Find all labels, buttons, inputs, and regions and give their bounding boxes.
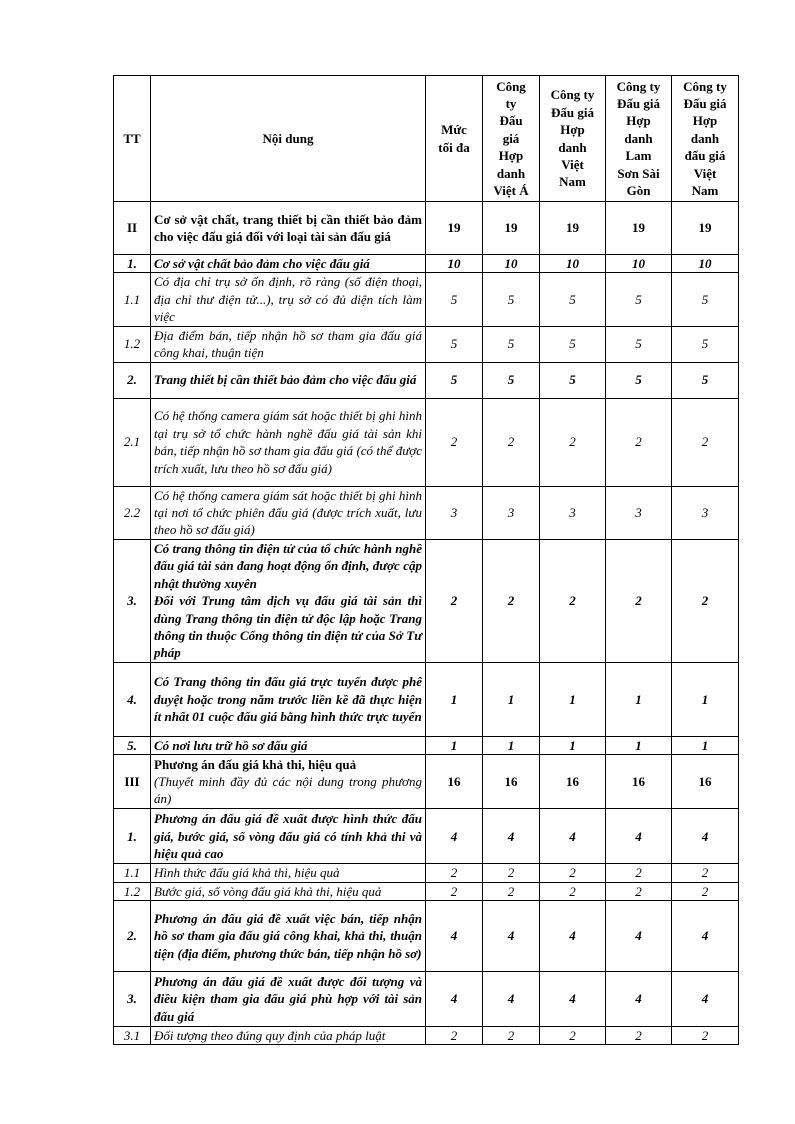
row-content	[151, 755, 426, 809]
row-score: 4	[606, 809, 672, 864]
header-company-viet-a: Công ty Đấu giá Hợp danh Việt Á	[483, 76, 540, 202]
row-max: 2	[426, 1027, 483, 1045]
row-tt: 1.	[114, 255, 151, 273]
row-score: 5	[483, 362, 540, 398]
header-company-viet-nam: Công ty Đấu giá Hợp danh Việt Nam	[540, 76, 606, 202]
table-row	[114, 539, 739, 662]
row-max: 2	[426, 398, 483, 486]
table-row	[114, 882, 739, 900]
row-max: 4	[426, 809, 483, 864]
row-score: 2	[483, 398, 540, 486]
row-score: 16	[540, 755, 606, 809]
row-content: Đối tượng theo đúng quy định của pháp luật	[151, 1027, 426, 1045]
row-score: 3	[606, 486, 672, 539]
table-row	[114, 736, 739, 754]
row-score: 2	[540, 398, 606, 486]
header-tt: TT	[114, 76, 151, 202]
table-row	[114, 901, 739, 972]
row-tt: 3.	[114, 539, 151, 662]
row-score: 4	[483, 972, 540, 1027]
row-content: Có nơi lưu trữ hồ sơ đấu giá	[151, 736, 426, 754]
table-row	[114, 398, 739, 486]
row-content: Phương án đấu giá đề xuất được đối tượng và điều kiện tham gia đấu giá phù hợp với tài sản đấu giá	[151, 972, 426, 1027]
row-score: 5	[672, 326, 739, 362]
table-row	[114, 755, 739, 809]
row-score: 10	[606, 255, 672, 273]
row-score: 2	[606, 398, 672, 486]
header-content: Nội dung	[151, 76, 426, 202]
row-max: 1	[426, 736, 483, 754]
header-max: Mức tối đa	[426, 76, 483, 202]
row-content: Địa điểm bán, tiếp nhận hồ sơ tham gia đấu giá công khai, thuận tiện	[151, 326, 426, 362]
header-company-dau-gia-viet-nam: Công ty Đấu giá Hợp danh đấu giá Việt Nam	[672, 76, 739, 202]
table-row	[114, 326, 739, 362]
row-score: 10	[540, 255, 606, 273]
row-score: 16	[606, 755, 672, 809]
row-score: 3	[540, 486, 606, 539]
row-score: 1	[540, 736, 606, 754]
row-score: 4	[672, 972, 739, 1027]
row-tt: 4.	[114, 662, 151, 736]
row-tt: 2.2	[114, 486, 151, 539]
header-company-lam-son: Công ty Đấu giá Hợp danh Lam Sơn Sài Gòn	[606, 76, 672, 202]
row-max: 5	[426, 326, 483, 362]
row-tt: 1.1	[114, 864, 151, 882]
row-score: 1	[483, 736, 540, 754]
row-score: 5	[540, 326, 606, 362]
row-score: 16	[672, 755, 739, 809]
row-score: 2	[540, 882, 606, 900]
table-row	[114, 202, 739, 255]
row-score: 2	[672, 539, 739, 662]
row-score: 3	[672, 486, 739, 539]
row-content: Cơ sở vật chất, trang thiết bị cần thiết bảo đảm cho việc đấu giá đối với loại tài sản đấu giá	[151, 202, 426, 255]
row-score: 4	[483, 809, 540, 864]
row-max: 16	[426, 755, 483, 809]
row-tt: III	[114, 755, 151, 809]
row-score: 2	[540, 1027, 606, 1045]
row-score: 2	[606, 882, 672, 900]
row-tt: 3.	[114, 972, 151, 1027]
row-tt: 3.1	[114, 1027, 151, 1045]
row-tt: 2.1	[114, 398, 151, 486]
row-score: 19	[606, 202, 672, 255]
row-max: 4	[426, 972, 483, 1027]
row-max: 19	[426, 202, 483, 255]
row-score: 10	[672, 255, 739, 273]
row-max: 3	[426, 486, 483, 539]
row-max: 2	[426, 882, 483, 900]
row-content: Có địa chỉ trụ sở ổn định, rõ ràng (số điện thoại, địa chỉ thư điện tử...), trụ sở có đủ diện tích làm việc	[151, 273, 426, 326]
row-max: 10	[426, 255, 483, 273]
row-score: 4	[672, 809, 739, 864]
row-score: 4	[540, 901, 606, 972]
row-tt: 1.2	[114, 326, 151, 362]
row-score: 2	[540, 539, 606, 662]
row-tt: 5.	[114, 736, 151, 754]
row-score: 5	[540, 362, 606, 398]
row-content: Phương án đấu giá đề xuất việc bán, tiếp nhận hồ sơ tham gia đấu giá công khai, khả thi, thuận tiện (địa điểm, phương thức bán, tiếp nhận hồ sơ)	[151, 901, 426, 972]
row-content: Có hệ thống camera giám sát hoặc thiết bị ghi hình tại trụ sở tổ chức hành nghề đấu giá tài sản khi bán, tiếp nhận hồ sơ tham gia đấu giá (có thể được trích xuất, lưu theo hồ sơ đấu giá)	[151, 398, 426, 486]
evaluation-table	[113, 75, 739, 1045]
row-content-main: Có trang thông tin điện tử của tổ chức hành nghề đấu giá tài sản đang hoạt động ổn định, được cập nhật thường xuyên	[154, 540, 422, 591]
row-score: 2	[606, 539, 672, 662]
row-score: 5	[540, 273, 606, 326]
table-row	[114, 273, 739, 326]
row-score: 2	[672, 882, 739, 900]
row-score: 4	[540, 972, 606, 1027]
row-max: 2	[426, 864, 483, 882]
row-score: 1	[606, 662, 672, 736]
row-score: 2	[672, 864, 739, 882]
row-max: 5	[426, 362, 483, 398]
row-score: 4	[672, 901, 739, 972]
row-tt: II	[114, 202, 151, 255]
row-score: 19	[672, 202, 739, 255]
row-score: 1	[483, 662, 540, 736]
row-score: 5	[483, 326, 540, 362]
row-score: 1	[540, 662, 606, 736]
row-tt: 1.1	[114, 273, 151, 326]
row-score: 2	[483, 882, 540, 900]
row-content-main: Phương án đấu giá khả thi, hiệu quả	[154, 756, 357, 772]
row-score: 4	[540, 809, 606, 864]
row-score: 5	[606, 362, 672, 398]
row-content: Trang thiết bị cần thiết bảo đảm cho việc đấu giá	[151, 362, 426, 398]
row-score: 2	[606, 864, 672, 882]
row-content: Phương án đấu giá đề xuất được hình thức đấu giá, bước giá, số vòng đấu giá có tính khả thi và hiệu quả cao	[151, 809, 426, 864]
row-content: Có hệ thống camera giám sát hoặc thiết bị ghi hình tại nơi tổ chức phiên đấu giá (được trích xuất, lưu theo hồ sơ đấu giá)	[151, 486, 426, 539]
table-header-row	[114, 76, 739, 202]
row-score: 4	[483, 901, 540, 972]
row-content: Cơ sở vật chất bảo đảm cho việc đấu giá	[151, 255, 426, 273]
row-score: 5	[483, 273, 540, 326]
row-score: 2	[540, 864, 606, 882]
row-score: 2	[606, 1027, 672, 1045]
table-row	[114, 809, 739, 864]
table-row	[114, 864, 739, 882]
row-content-note: Đối với Trung tâm dịch vụ đấu giá tài sản thì dùng Trang thông tin điện tử độc lập hoặc Trang thông tin thuộc Cổng thông tin điện tử của Sở Tư pháp	[154, 593, 422, 661]
row-score: 1	[606, 736, 672, 754]
row-score: 2	[483, 1027, 540, 1045]
row-score: 5	[672, 362, 739, 398]
row-max: 4	[426, 901, 483, 972]
table-row	[114, 362, 739, 398]
row-tt: 1.2	[114, 882, 151, 900]
row-content-note: (Thuyết minh đầy đủ các nội dung trong phương án)	[154, 774, 422, 807]
row-score: 3	[483, 486, 540, 539]
row-tt: 2.	[114, 901, 151, 972]
row-score: 10	[483, 255, 540, 273]
row-max: 1	[426, 662, 483, 736]
row-score: 4	[606, 901, 672, 972]
table-row	[114, 255, 739, 273]
table-row	[114, 662, 739, 736]
row-score: 1	[672, 662, 739, 736]
row-tt: 1.	[114, 809, 151, 864]
row-score: 2	[672, 1027, 739, 1045]
row-score: 2	[483, 864, 540, 882]
row-score: 19	[540, 202, 606, 255]
row-score: 5	[606, 273, 672, 326]
row-content: Hình thức đấu giá khả thi, hiệu quả	[151, 864, 426, 882]
row-score: 5	[606, 326, 672, 362]
table-row	[114, 972, 739, 1027]
row-max: 5	[426, 273, 483, 326]
row-tt: 2.	[114, 362, 151, 398]
row-score: 16	[483, 755, 540, 809]
row-score: 19	[483, 202, 540, 255]
row-score: 1	[672, 736, 739, 754]
row-score: 2	[672, 398, 739, 486]
table-row	[114, 486, 739, 539]
row-content: Bước giá, số vòng đấu giá khả thi, hiệu quả	[151, 882, 426, 900]
row-score: 2	[483, 539, 540, 662]
row-content	[151, 539, 426, 662]
table-row	[114, 1027, 739, 1045]
row-content: Có Trang thông tin đấu giá trực tuyến được phê duyệt hoặc trong năm trước liền kề đã thực hiện ít nhất 01 cuộc đấu giá bằng hình thức trực tuyến	[151, 662, 426, 736]
row-score: 5	[672, 273, 739, 326]
row-max: 2	[426, 539, 483, 662]
row-score: 4	[606, 972, 672, 1027]
